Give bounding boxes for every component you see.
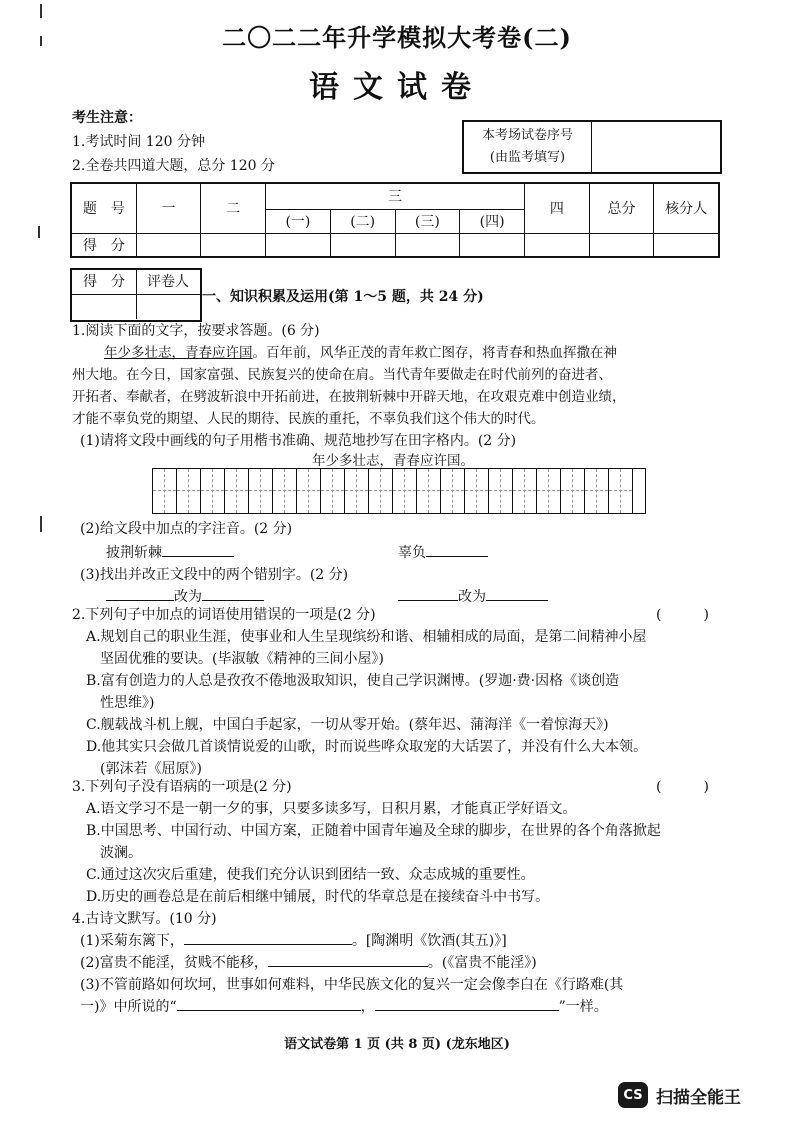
grader-name-field[interactable] <box>136 295 200 319</box>
correction-blank[interactable] <box>486 586 548 601</box>
grid-cell[interactable] <box>273 469 297 513</box>
score-table <box>70 182 720 258</box>
score-cell[interactable] <box>395 233 460 257</box>
exam-subject: 语文试卷 <box>309 70 485 105</box>
grid-cell[interactable] <box>465 469 489 513</box>
option-d: D.他其实只会做几首谈情说爱的山歌，时而说些哗众取宠的大话罢了，并没有什么大本领。 <box>86 739 648 755</box>
pinyin-word: 辜负 <box>398 545 426 561</box>
score-sub-col: (二) <box>330 209 395 233</box>
pinyin-word: 披荆斩棘 <box>106 545 162 561</box>
score-sub-col: (四) <box>460 209 525 233</box>
poem-source: 。[陶渊明《饮酒(其五)》] <box>351 933 507 949</box>
option-a: A.语文学习不是一朝一夕的事，只要多读多写，日积月累，才能真正学好语文。 <box>86 801 577 817</box>
binding-mark <box>38 226 40 238</box>
grid-cell[interactable] <box>297 469 321 513</box>
score-cell[interactable] <box>589 233 654 257</box>
notice-heading: 考生注意： <box>72 110 142 126</box>
option-b-cont: 性思维》) <box>100 695 155 711</box>
change-label: 改为 <box>174 589 202 605</box>
q4-item2 <box>80 952 537 974</box>
option-b: B.富有创造力的人总是孜孜不倦地汲取知识，使自己学识渊博。(罗迦·费·因格《谈创造 <box>86 673 620 689</box>
grid-cell[interactable] <box>417 469 441 513</box>
scanner-app-name: 扫描全能王 <box>656 1087 741 1108</box>
grid-cell[interactable] <box>561 469 585 513</box>
q4-stem: 4.古诗文默写。(10 分) <box>72 911 217 927</box>
passage-text: 开拓者、奉献者，在劈波斩浪中开拓前进，在披荆斩棘中开辟天地，在攻艰克难中创造业绩， <box>72 389 626 405</box>
grid-cell[interactable] <box>441 469 465 513</box>
correction-blank[interactable] <box>202 586 264 601</box>
q1-stem: 1.阅读下面的文字，按要求答题。(6 分) <box>72 323 320 339</box>
typo-blank[interactable] <box>106 586 174 601</box>
poem-text: ”一样。 <box>558 999 608 1015</box>
grid-cell[interactable] <box>489 469 513 513</box>
poem-text: 一)》中所说的“ <box>80 999 177 1015</box>
score-col-checker: 核分人 <box>654 183 719 233</box>
option-d: D.历史的画卷总是在前后相继中铺展，时代的华章总是在接续奋斗中书写。 <box>86 889 550 905</box>
option-a-cont: 坚固优雅的要诀。(毕淑敏《精神的三间小屋》) <box>100 651 384 667</box>
option-c: C.通过这次灾后重建，使我们充分认识到团结一致、众志成城的重要性。 <box>86 867 535 883</box>
poem-blank[interactable] <box>184 930 352 945</box>
score-cell[interactable] <box>136 233 201 257</box>
grader-score-field[interactable] <box>72 295 137 319</box>
tianzige-grid[interactable] <box>152 468 646 514</box>
typo-blank[interactable] <box>398 586 458 601</box>
scanner-watermark <box>618 1080 741 1110</box>
section-title: 一、知识积累及运用(第 1～5 题，共 24 分) <box>202 289 484 305</box>
grid-cell[interactable] <box>633 469 645 513</box>
poem-text: (2)富贵不能淫，贫贱不能移， <box>80 955 268 971</box>
grader-score-label: 得 分 <box>72 270 137 294</box>
notice-line: 2.全卷共四道大题，总分 120 分 <box>72 158 275 174</box>
grid-cell[interactable] <box>393 469 417 513</box>
grid-cell[interactable] <box>585 469 609 513</box>
score-cell[interactable] <box>201 233 266 257</box>
pinyin-blank[interactable] <box>162 542 234 557</box>
q3-stem: 3.下列句子没有语病的一项是(2 分) <box>72 779 292 795</box>
passage-text: 才能不辜负党的期望、人民的期待、民族的重托，不辜负我们这个伟大的时代。 <box>72 411 545 427</box>
q4-item1 <box>80 930 507 952</box>
page-footer: 语文试卷第 1 页 (共 8 页) (龙东地区) <box>284 1037 510 1052</box>
poem-text: (3)不管前路如何坎坷，世事如何难料，中华民族文化的复兴一定会像李白在《行路难(其 <box>80 977 624 993</box>
score-sub-col: (三) <box>395 209 460 233</box>
poem-blank[interactable] <box>375 996 559 1011</box>
score-cell[interactable] <box>330 233 395 257</box>
poem-blank[interactable] <box>268 952 428 967</box>
q4-item3 <box>80 974 740 1018</box>
score-col-three: 三 <box>266 183 525 209</box>
q2-stem: 2.下列句子中加点的词语使用错误的一项是(2 分) <box>72 607 376 623</box>
q1-sub2-answer2 <box>398 542 488 564</box>
grid-cell[interactable] <box>537 469 561 513</box>
grid-cell[interactable] <box>249 469 273 513</box>
underlined-sentence: 年少多壮志，青春应许国 <box>104 345 253 361</box>
passage-text: 州大地。在今日，国家富强、民族复兴的使命在肩。当代青年要做走在时代前列的奋进者、 <box>72 367 612 383</box>
option-d-cont: (郭沫若《屈原》) <box>100 761 202 777</box>
score-col-one: 一 <box>136 183 201 233</box>
binding-mark <box>40 4 42 18</box>
score-col-four: 四 <box>525 183 590 233</box>
binding-mark <box>40 516 42 532</box>
camscanner-logo-icon: CS <box>618 1082 648 1108</box>
option-b: B.中国思考、中国行动、中国方案，正随着中国青年遍及全球的脚步，在世界的各个角落掀起 <box>86 823 661 839</box>
grid-cell[interactable] <box>177 469 201 513</box>
option-a: A.规划自己的职业生涯，使事业和人生呈现缤纷和谐、相辅相成的局面，是第二间精神小屋 <box>86 629 647 645</box>
grid-cell[interactable] <box>513 469 537 513</box>
passage-text: 。百年前，风华正茂的青年救亡图存，将青春和热血挥撒在神 <box>252 345 617 361</box>
grader-name-label: 评卷人 <box>147 274 189 290</box>
option-b-cont: 波澜。 <box>100 845 142 861</box>
poem-text: ， <box>360 999 375 1015</box>
poem-text: (1)采菊东篱下， <box>80 933 184 949</box>
change-label: 改为 <box>458 589 486 605</box>
q1-sub1-sentence: 年少多壮志，青春应许国。 <box>312 453 474 469</box>
grid-cell[interactable] <box>201 469 225 513</box>
seat-label-line: 本考场试卷序号 <box>481 128 573 143</box>
candidate-notice <box>72 106 275 178</box>
pinyin-blank[interactable] <box>426 542 488 557</box>
q2-answer-paren[interactable]: ( ) <box>656 607 709 623</box>
seat-label-line: (由监考填写) <box>489 150 566 165</box>
grid-cell[interactable] <box>153 469 177 513</box>
score-cell[interactable] <box>460 233 525 257</box>
score-col-total: 总分 <box>589 183 654 233</box>
seat-number-box <box>462 120 722 174</box>
grader-box <box>70 268 202 322</box>
grid-cell[interactable] <box>225 469 249 513</box>
q1-sub3-answer2 <box>398 586 548 608</box>
q3-answer-paren[interactable]: ( ) <box>656 779 709 795</box>
grid-cell[interactable] <box>321 469 345 513</box>
option-c: C.舰载战斗机上舰，中国白手起家，一切从零开始。(蔡年迟、蒲海洋《一着惊海天》) <box>86 717 609 733</box>
q3-options <box>86 798 736 908</box>
exam-title: 二〇二二年升学模拟大考卷(二) <box>222 23 572 52</box>
q1-passage <box>72 342 732 430</box>
grid-cell[interactable] <box>345 469 369 513</box>
q1-sub3: (3)找出并改正文段中的两个错别字。(2 分) <box>80 567 349 583</box>
score-cell[interactable] <box>654 233 719 257</box>
q1-sub2-answer1 <box>106 542 234 564</box>
q2-options <box>86 626 736 780</box>
score-col-two: 二 <box>201 183 266 233</box>
notice-line: 1.考试时间 120 分钟 <box>72 134 205 150</box>
score-cell[interactable] <box>525 233 590 257</box>
score-header-label: 题 号 <box>71 183 136 233</box>
grid-cell[interactable] <box>609 469 633 513</box>
q1-sub2: (2)给文段中加点的字注音。(2 分) <box>80 521 293 537</box>
score-row-label: 得 分 <box>71 233 136 257</box>
score-sub-col: (一) <box>266 209 331 233</box>
seat-number-field[interactable] <box>594 122 718 172</box>
seat-number-label <box>464 122 592 172</box>
q1-sub1: (1)请将文段中画线的句子用楷书准确、规范地抄写在田字格内。(2 分) <box>80 433 517 449</box>
poem-source: 。(《富贵不能淫》) <box>427 955 537 971</box>
score-cell[interactable] <box>266 233 331 257</box>
poem-blank[interactable] <box>177 996 361 1011</box>
grid-cell[interactable] <box>369 469 393 513</box>
